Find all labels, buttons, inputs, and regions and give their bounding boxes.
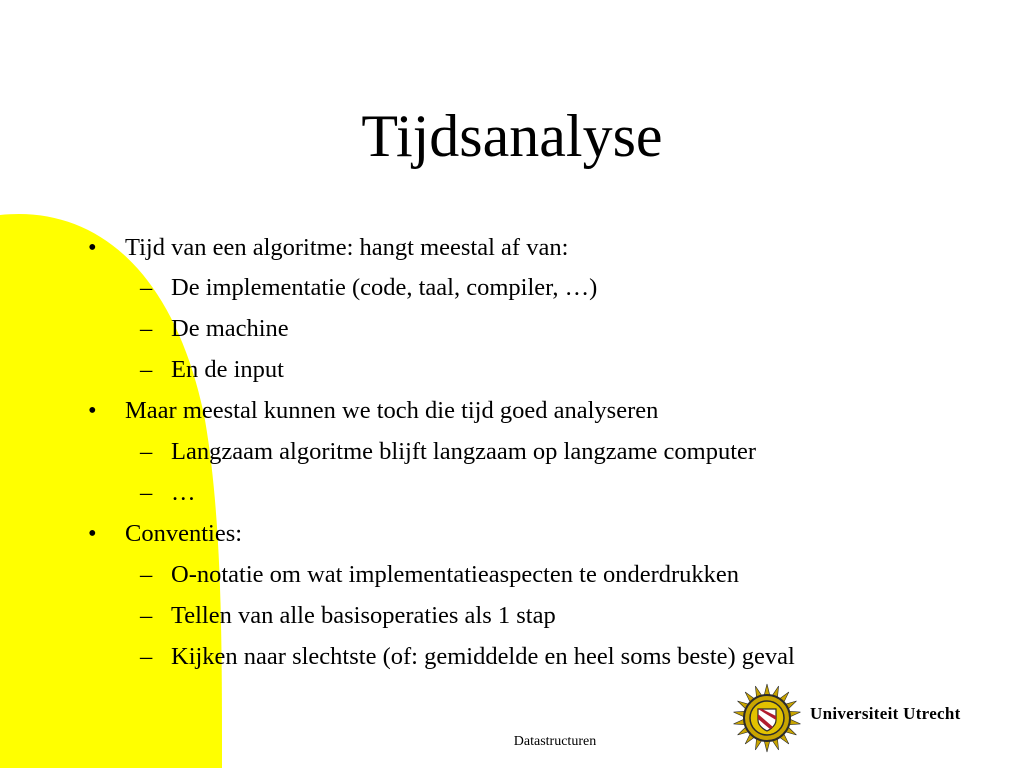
slide-title: Tijdsanalyse xyxy=(361,103,663,169)
bullet-marker: – xyxy=(140,602,153,629)
bullet-marker: • xyxy=(88,520,97,547)
bullet-text: En de input xyxy=(171,356,284,383)
bullet-marker: – xyxy=(140,274,153,301)
bullet-text: De implementatie (code, taal, compiler, …) xyxy=(171,274,598,301)
seal-icon xyxy=(733,684,801,752)
bullet-text: Kijken naar slechtste (of: gemiddelde en heel soms beste) geval xyxy=(171,643,795,670)
bullet-text: O-notatie om wat implementatieaspecten te onderdrukken xyxy=(171,561,740,588)
bullet-text: Maar meestal kunnen we toch die tijd goed analyseren xyxy=(125,397,659,424)
bullet-text: Tellen van alle basisoperaties als 1 stap xyxy=(171,602,556,629)
bullet-text: Tijd van een algoritme: hangt meestal af van: xyxy=(125,234,569,261)
bullet-marker: • xyxy=(88,234,97,261)
bullet-text: … xyxy=(171,479,196,506)
bullet-marker: – xyxy=(140,438,153,465)
bullet-text: De machine xyxy=(171,315,289,342)
bullet-marker: – xyxy=(140,561,153,588)
bullet-marker: – xyxy=(140,643,153,670)
bullet-marker: • xyxy=(88,397,97,424)
footer-label: Datastructuren xyxy=(513,734,597,749)
bullet-marker: – xyxy=(140,315,153,342)
university-name: Universiteit Utrecht xyxy=(810,704,961,723)
bullet-marker: – xyxy=(140,479,153,506)
bullet-text: Langzaam algoritme blijft langzaam op langzame computer xyxy=(171,438,757,465)
bullet-marker: – xyxy=(140,356,153,383)
bullet-text: Conventies: xyxy=(125,520,243,547)
